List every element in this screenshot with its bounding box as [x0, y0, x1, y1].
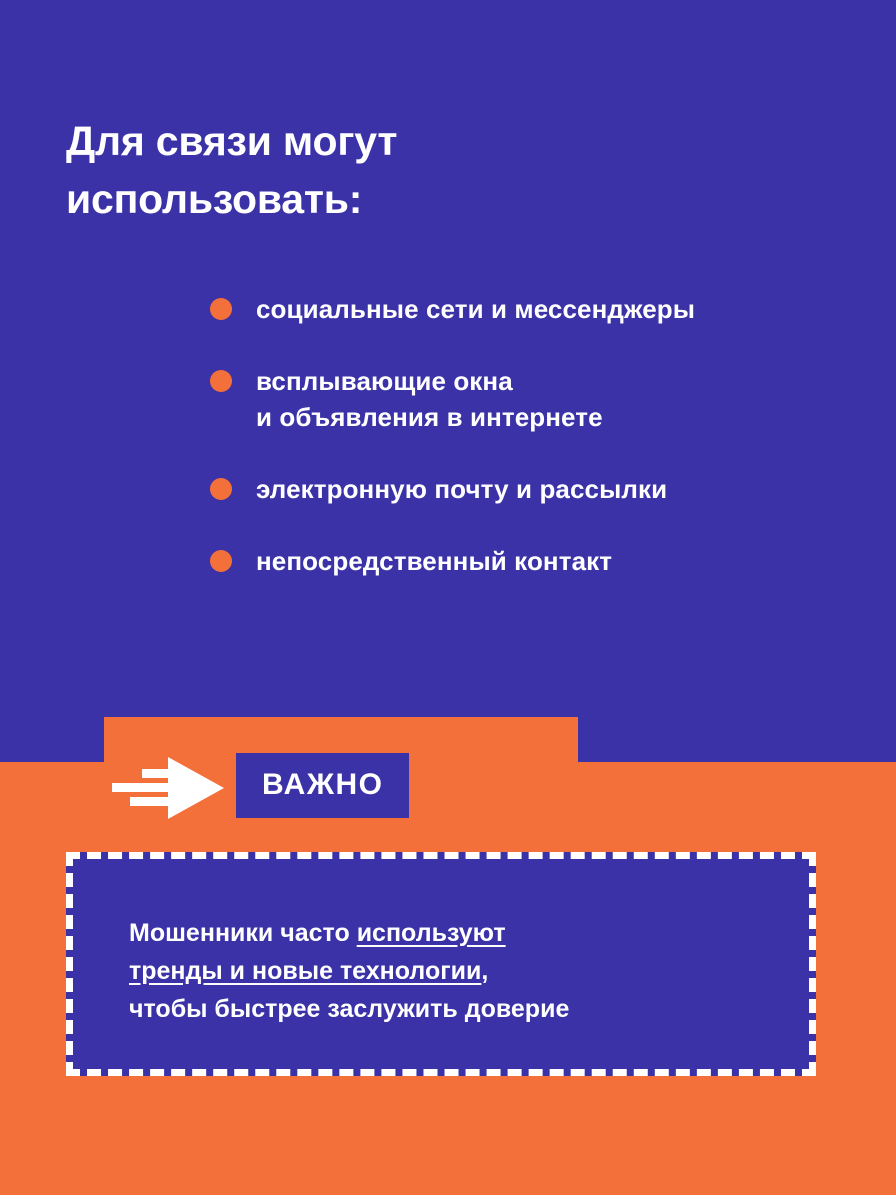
list-item-text [256, 472, 667, 508]
note-part-2: , [481, 957, 489, 985]
page-title-line-2: использовать: [66, 176, 363, 223]
important-note-box [66, 852, 816, 1076]
list-item [210, 364, 870, 436]
bullet-list [210, 292, 870, 615]
note-underlined-1: используют [356, 919, 506, 947]
bullet-dot-icon [210, 550, 232, 572]
list-item-line-1: социальные сети и мессенджеры [256, 294, 696, 324]
list-item-line-1: электронную почту и рассылки [256, 473, 668, 504]
list-item [210, 544, 870, 580]
note-line-1 [129, 914, 769, 952]
note-line-2 [129, 952, 769, 990]
bullet-dot-icon [210, 478, 232, 500]
list-item [210, 472, 870, 508]
important-note-text [129, 914, 769, 1028]
arrow-right-icon [112, 757, 224, 819]
page-title [66, 112, 786, 228]
list-item-line-1: всплывающие окна [256, 365, 513, 396]
bullet-dot-icon [210, 298, 232, 320]
list-item-line-1: непосредственный контакт [256, 545, 613, 576]
note-part-1: Мошенники часто [129, 919, 357, 947]
list-item-text [256, 544, 612, 580]
list-item-line-2: и объявления в интернете [256, 401, 603, 432]
list-item-text [256, 364, 603, 436]
list-item-text [256, 292, 695, 328]
note-underlined-2: тренды и новые технологии [129, 957, 482, 985]
bullet-dot-icon [210, 370, 232, 392]
status-badge: ВАЖНО [236, 753, 409, 818]
list-item [210, 292, 870, 328]
page-title-line-1: Для связи могут [66, 118, 398, 164]
note-line-3: чтобы быстрее заслужить доверие [129, 995, 570, 1023]
